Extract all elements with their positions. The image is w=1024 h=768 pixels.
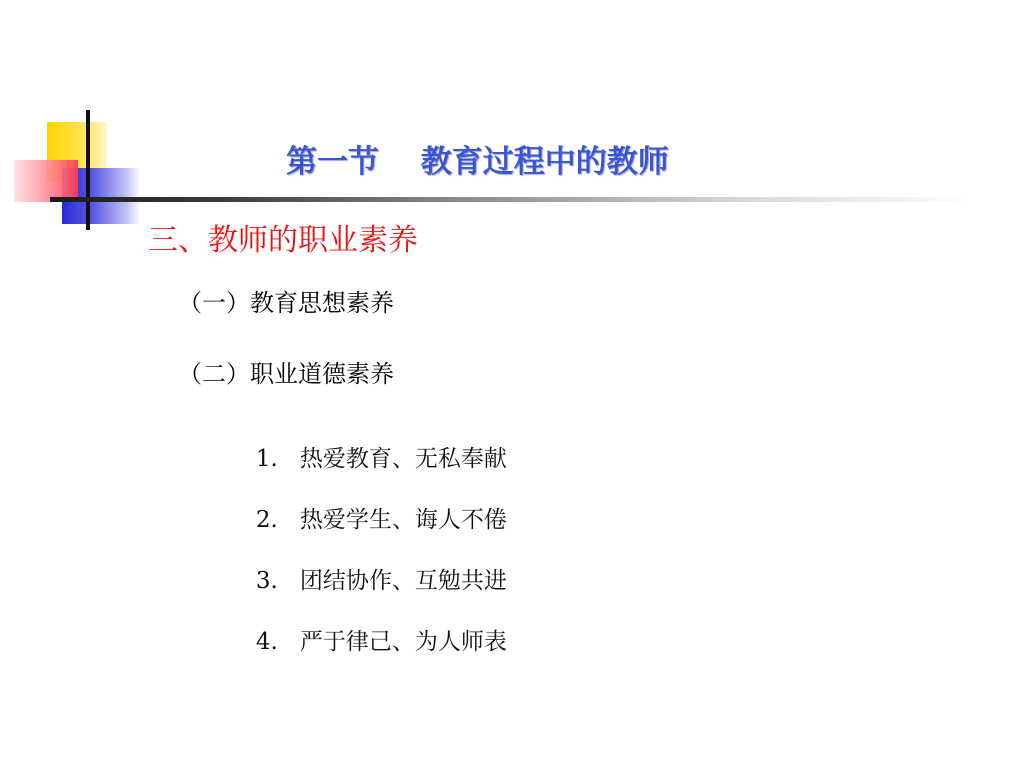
list-item-text: 热爱教育、无私奉献 (299, 446, 507, 472)
slide-title: 第一节 教育过程中的教师 (286, 144, 669, 180)
subsection-heading-2: （二）职业道德素养 (178, 360, 394, 388)
list-item-text: 热爱学生、诲人不倦 (299, 507, 507, 533)
list-item-text: 严于律己、为人师表 (299, 629, 507, 655)
list-item-number: 4. (255, 629, 278, 655)
decorative-vertical-line (86, 110, 90, 230)
list-item-number: 3. (255, 568, 278, 594)
list-item-number: 2. (255, 507, 278, 533)
section-heading: 三、教师的职业素养 (148, 223, 418, 258)
list-item-text: 团结协作、互勉共进 (299, 568, 507, 594)
title-divider-line (50, 197, 970, 202)
subsection-heading-1: （一）教育思想素养 (178, 289, 394, 317)
list-item (212, 597, 507, 682)
list-item-number: 1. (255, 446, 278, 472)
decorative-red-square (14, 160, 78, 202)
